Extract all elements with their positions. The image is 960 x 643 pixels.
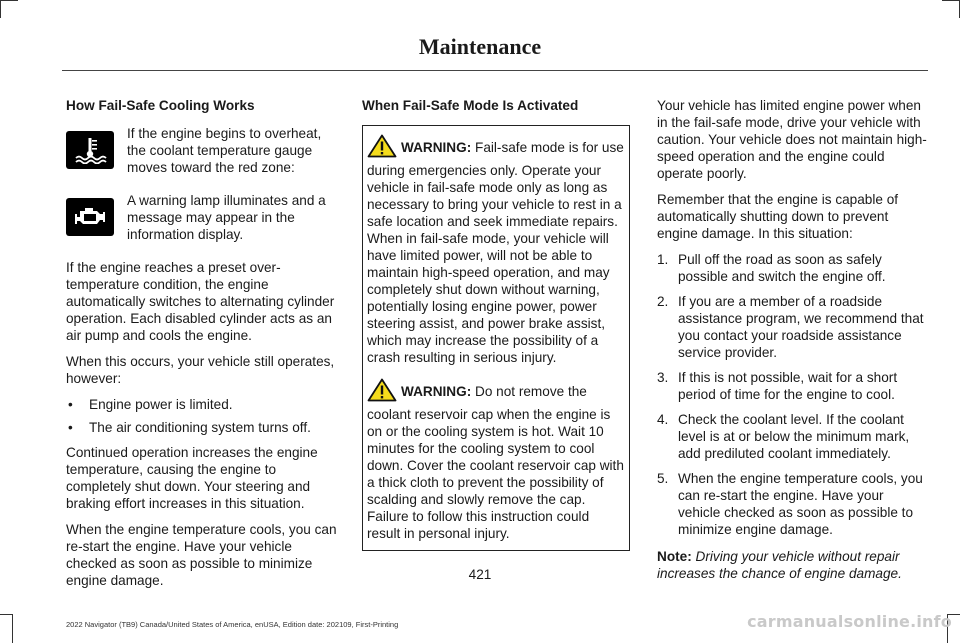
list-item: 2. If you are a member of a roadside assistance program, we recommend that you contact your roadside assistance service provider. [657, 294, 924, 360]
warning-paragraph [367, 378, 625, 542]
list-item: 3. If this is not possible, wait for a short period of time for the engine to cool. [657, 370, 898, 402]
check-engine-icon [66, 198, 114, 236]
paragraph: When this occurs, your vehicle still operates, however: [66, 354, 335, 386]
footer-edition-text: 2022 Navigator (TB9) Canada/United States of America, enUSA, Edition date: 202109, First-Printing [66, 620, 399, 629]
header-rule [62, 70, 928, 71]
crop-mark [12, 615, 13, 643]
column-3 [657, 97, 927, 591]
column-2 [362, 97, 630, 551]
list-item: • The air conditioning system turns off. [66, 419, 338, 436]
list-item: 1. Pull off the road as soon as safely possible and switch the engine off. [657, 252, 886, 284]
numbered-list [657, 251, 927, 538]
warning-triangle-icon [367, 134, 397, 162]
column-1 [66, 97, 338, 598]
crop-mark [942, 0, 960, 1]
warning-label: WARNING: [401, 384, 472, 399]
section-heading-fail-safe-cooling: How Fail-Safe Cooling Works [66, 98, 255, 113]
icon-item-text: A warning lamp illuminates and a message may appear in the information display. [127, 193, 326, 242]
crop-mark [0, 0, 1, 18]
paragraph: If the engine reaches a preset over-temperature condition, the engine automatically switches to alternating cylinder operation. Each disabled cylinder acts as an air pump and cools the engine. [66, 260, 335, 343]
watermark: carmanualsonline.info [747, 612, 952, 631]
list-item: 5. When the engine temperature cools, you can re-start the engine. Have your vehicle checked as soon as possible to minimize engine damage. [657, 471, 923, 537]
page-title: Maintenance [418, 34, 542, 59]
warning-box [362, 125, 630, 551]
paragraph: Your vehicle has limited engine power when in the fail-safe mode, drive your vehicle with caution. Your vehicle does not maintain high-speed operation and the engine could operate poorly. [657, 98, 927, 181]
page-number: 421 [468, 567, 492, 582]
crop-mark [0, 0, 18, 1]
icon-item-coolant [66, 125, 338, 176]
section-heading-fail-safe-mode: When Fail-Safe Mode Is Activated [362, 98, 579, 113]
paragraph: Remember that the engine is capable of automatically shutting down to prevent engine damage. In this situation: [657, 192, 899, 241]
icon-item-text: If the engine begins to overheat, the coolant temperature gauge moves toward the red zone: [127, 126, 322, 175]
list-item: 4. Check the coolant level. If the coolant level is at or below the minimum mark, add prediluted coolant immediately. [657, 412, 910, 461]
crop-mark [0, 614, 13, 615]
warning-text: Do not remove the coolant reservoir cap when the engine is on or the cooling system is hot. Wait 10 minutes for the cooling system to cool down. Cover the coolant reservoir cap with a thick cloth to prevent the possibility of scalding and slowly remove the cap. Failure to follow this instruction could result in personal injury. [367, 384, 624, 541]
list-item: • Engine power is limited. [66, 396, 338, 413]
warning-triangle-icon [367, 378, 397, 406]
paragraph: Continued operation increases the engine temperature, causing the engine to completely shut down. Your steering and braking effort increases in this situation. [66, 445, 318, 511]
bullet-list [66, 396, 338, 436]
icon-item-check-engine [66, 192, 338, 243]
warning-label: WARNING: [401, 140, 472, 155]
paragraph: When the engine temperature cools, you can re-start the engine. Have your vehicle checked as soon as possible to minimize engine damage. [66, 522, 337, 588]
warning-text: Fail-safe mode is for use during emergencies only. Operate your vehicle in fail-safe mode only as long as necessary to bring your vehicle to rest in a safe location and seek immediate repairs. When in fail-safe mode, your vehicle will have limited power, will not be able to maintain high-speed operation, and may completely shut down without warning, potentially losing engine power, power steering assist, and power brake assist, which may increase the possibility of a crash resulting in serious injury. [367, 140, 624, 365]
note-label: Note: [657, 549, 692, 564]
coolant-temperature-icon [66, 131, 114, 169]
note-text: Driving your vehicle without repair increases the chance of engine damage. [657, 549, 902, 581]
warning-paragraph [367, 134, 625, 366]
